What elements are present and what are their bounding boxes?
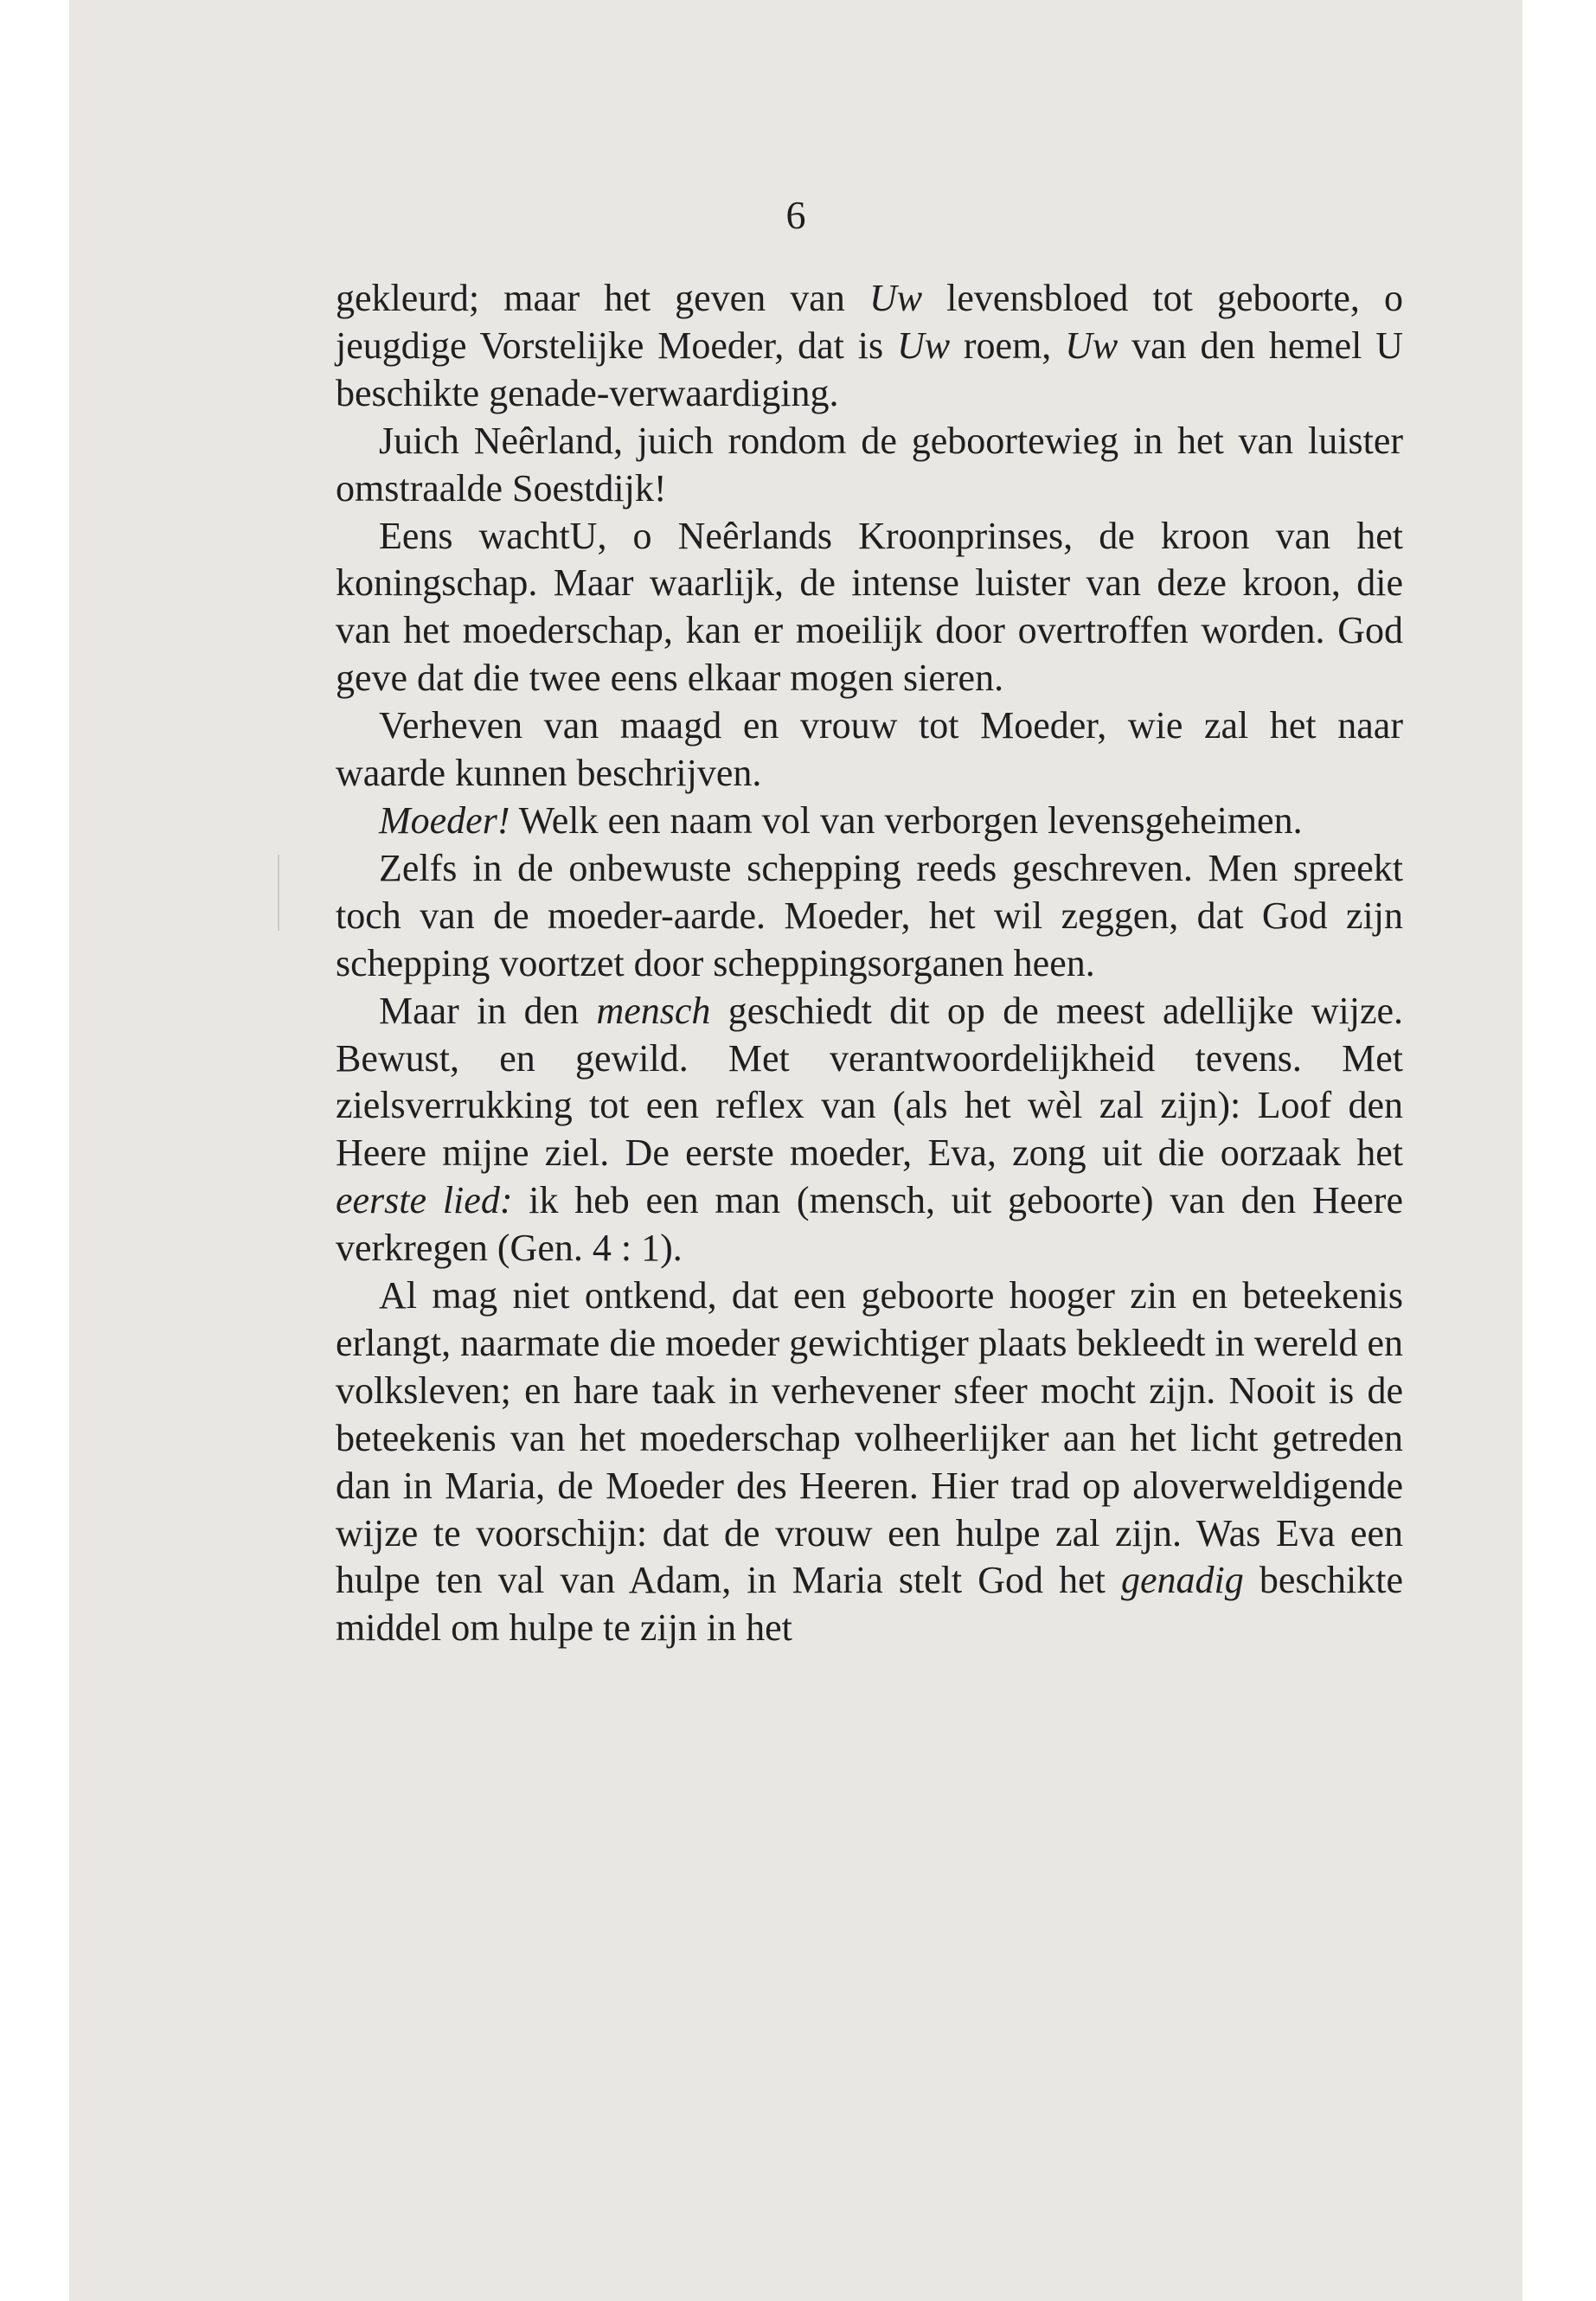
paragraph [336, 275, 1403, 418]
paragraph [336, 702, 1403, 798]
text-run: gekleurd; maar het geven van [336, 277, 869, 319]
paragraph [336, 418, 1403, 513]
italic-text: Uw [869, 277, 923, 319]
text-run: Maar in den [379, 989, 597, 1032]
text-run: Eens wachtU, o Neêrlands Kroonprinses, de kroon van het koningschap. Maar waarlijk, de intense luister van deze kroon, die van het moederschap, kan er moeilijk door overtroffen worden. God geve dat die twee eens elkaar mogen sieren. [336, 514, 1403, 700]
paragraph [336, 1272, 1403, 1652]
text-run: beschikte middel om hulpe te zijn in het [336, 1559, 1403, 1650]
page-number: 6 [785, 193, 806, 237]
text-run: Juich Neêrland, juich rondom de geboortewieg in het van luister omstraalde Soestdijk! [336, 419, 1403, 510]
italic-text: eerste lied: [336, 1179, 513, 1222]
book-page [69, 0, 1522, 2301]
text-run: Al mag niet ontkend, dat een geboorte hooger zin en beteekenis erlangt, naarmate die moeder gewichtiger plaats bekleedt in wereld en volksleven; en hare taak in verhevener sfeer mocht zijn. Nooit is de beteekenis van het moederschap volheerlijker aan het licht getreden dan in Maria, de Moeder des Heeren. Hier trad op aloverweldigende wijze te voorschijn: dat de vrouw een hulpe zal zijn. Was Eva een hulpe ten val van Adam, in Maria stelt God het [336, 1274, 1403, 1602]
body-text [336, 275, 1403, 1652]
text-run: geschiedt dit op de meest adellijke wijze. Bewust, en gewild. Met verantwoordelijkheid tevens. Met zielsverrukking tot een reflex van (als het wèl zal zijn): Loof den Heere mijne ziel. De eerste moeder, Eva, zong uit die oorzaak het [336, 989, 1403, 1175]
text-run: ik heb een man (mensch, uit geboorte) van den Heere verkregen (Gen. 4 : 1). [336, 1179, 1403, 1270]
text-run: levensbloed tot geboorte, o jeugdige Vorstelijke Moeder, dat is [336, 277, 1404, 367]
text-run: roem, [950, 324, 1066, 367]
italic-text: mensch [596, 989, 711, 1032]
paragraph [336, 513, 1403, 703]
text-run: Zelfs in de onbewuste schepping reeds geschreven. Men spreekt toch van de moeder-aarde. Moeder, het wil zeggen, dat God zijn schepping voortzet door scheppingsorganen heen. [336, 846, 1403, 984]
text-run: van den hemel U beschikte genade-verwaardiging. [336, 324, 1403, 414]
italic-text: Moeder! [379, 798, 510, 842]
italic-text: genadig [1120, 1559, 1244, 1602]
margin-pencil-mark [278, 855, 279, 931]
paragraph [336, 988, 1403, 1272]
italic-text: Uw [896, 324, 951, 367]
text-run: Verheven van maagd en vrouw tot Moeder, wie zal het naar waarde kunnen beschrijven. [336, 704, 1403, 795]
paragraph [336, 845, 1403, 988]
text-run: Welk een naam vol van verborgen levensgeheimen. [510, 798, 1303, 842]
italic-text: Uw [1065, 324, 1118, 367]
paragraph [336, 798, 1403, 845]
